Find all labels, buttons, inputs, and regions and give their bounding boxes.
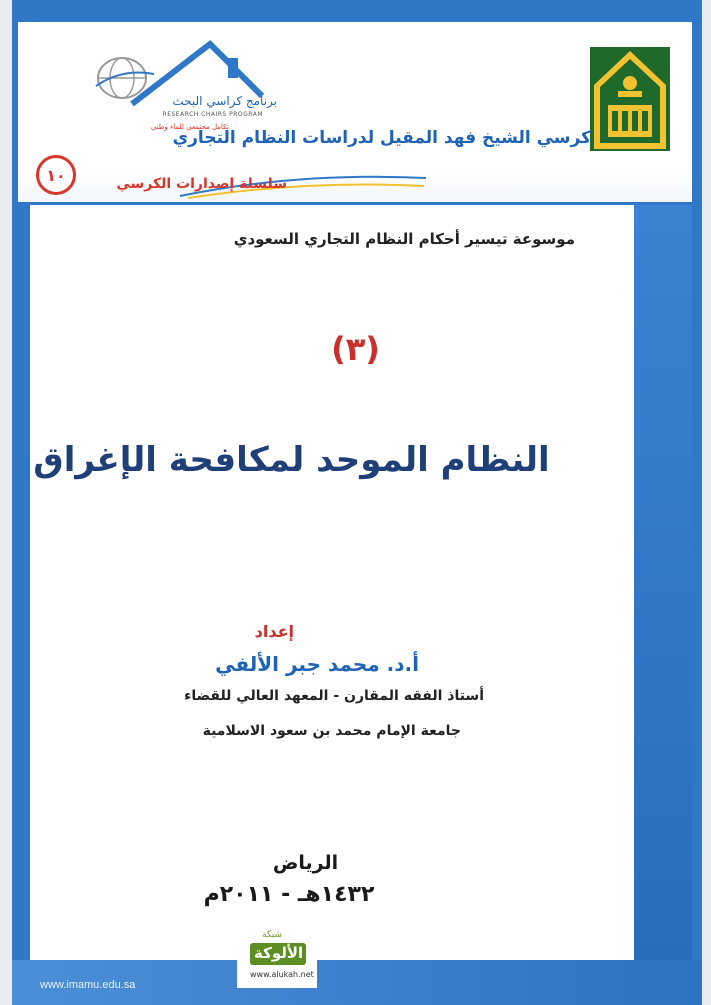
publication-city: الرياض <box>272 852 339 874</box>
cover-page <box>30 205 634 960</box>
prepared-by-label: إعداد <box>254 622 294 641</box>
part-number: (٣) <box>331 330 380 368</box>
author-university: جامعة الإمام محمد بن سعود الاسلامية <box>202 723 461 739</box>
website-link[interactable]: www.imamu.edu.sa <box>40 979 136 991</box>
series-label: سلسلة إصدارات الكرسي <box>116 176 287 192</box>
program-english-name: RESEARCH CHAIRS PROGRAM <box>162 111 263 118</box>
author-position: أستاذ الفقه المقارن - المعهد العالي للقضاء <box>184 688 484 704</box>
publication-date: ١٤٣٢هـ - ٢٠١١م <box>203 882 375 907</box>
program-name: برنامج كراسي البحث <box>172 94 277 108</box>
university-logo-icon <box>588 45 672 153</box>
alukah-network-label: شبكة <box>262 930 283 940</box>
series-number-badge: ١٠ <box>36 155 76 195</box>
book-title: النظام الموحد لمكافحة الإغراق <box>33 440 550 480</box>
program-slogan: تكامل مجتمعي للماء وطني <box>150 123 229 131</box>
alukah-url[interactable]: www.alukah.net <box>250 970 314 979</box>
alukah-name: الألوكة <box>254 944 304 962</box>
right-blue-strip <box>632 205 692 965</box>
chair-name: كرسي الشيخ فهد المقيل لدراسات النظام التجاري <box>172 128 591 148</box>
author-name: أ.د. محمد جبر الألفي <box>215 652 419 676</box>
encyclopedia-title: موسوعة تيسير أحكام النظام التجاري السعودي <box>233 230 575 248</box>
